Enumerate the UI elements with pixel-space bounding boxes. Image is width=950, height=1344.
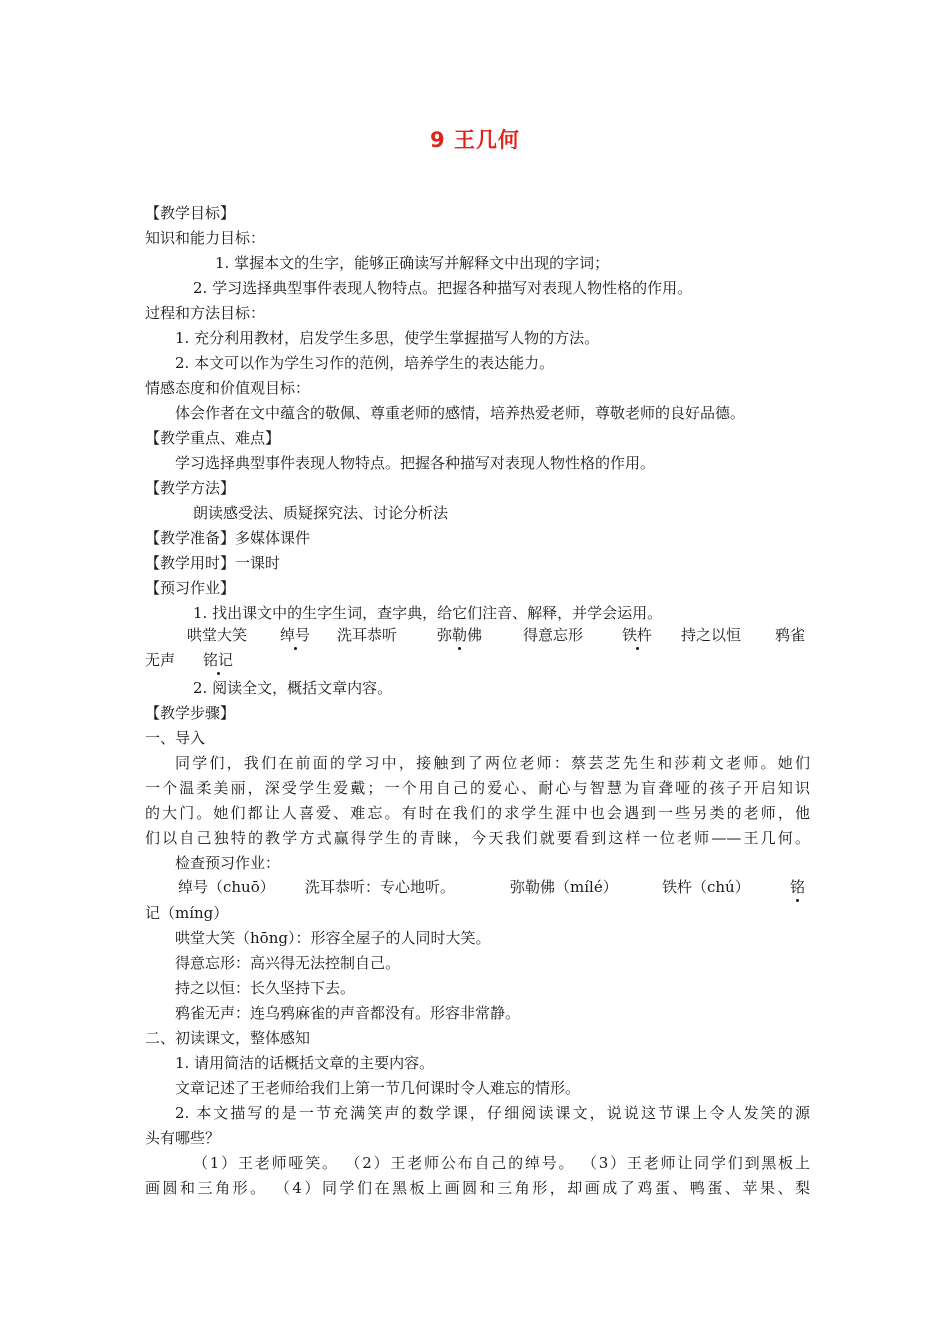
objective-item: 1. 充分利用教材，启发学生多思，使学生掌握描写人物的方法。 [175, 329, 600, 347]
methods-text: 朗读感受法、质疑探究法、讨论分析法 [193, 504, 449, 522]
vocab-word: 弥勒佛 [437, 626, 483, 644]
vocab-word: 得意忘形 [523, 626, 584, 644]
paragraph-line: 们以自己独特的教学方式赢得学生的青睐，今天我们就要看到这样一位老师——王几何。 [145, 829, 810, 847]
pinyin-entry: 记（míng） [145, 904, 229, 922]
paragraph-line: 一个温柔美丽，深受学生爱戴；一个用自己的爱心、耐心与智慧为盲聋哑的孩子开启知识 [145, 779, 810, 797]
subheading-knowledge: 知识和能力目标： [145, 229, 266, 247]
objective-item: 1. 掌握本文的生字，能够正确读写并解释文中出现的字词； [215, 254, 610, 272]
objective-item: 体会作者在文中蕴含的敬佩、尊重老师的感情，培养热爱老师，尊敬老师的良好品德。 [175, 404, 746, 422]
answer-list: （1）王老师哑笑。 （2）王老师公布自己的绰号。 （3）王老师让同学们到黑板上 [193, 1154, 810, 1172]
paragraph-line: 的大门。她们都让人喜爱、难忘。有时在我们的求学生涯中也会遇到一些另类的老师，他 [145, 804, 810, 822]
section-heading-preview: 【预习作业】 [145, 579, 236, 597]
question-item: 头有哪些？ [145, 1129, 221, 1147]
vocab-word: 哄堂大笑 [187, 626, 248, 644]
preview-item: 2. 阅读全文，概括文章内容。 [193, 679, 393, 697]
objective-item: 2. 学习选择典型事件表现人物特点。把握各种描写对表现人物性格的作用。 [193, 279, 693, 297]
objective-item: 2. 本文可以作为学生习作的范例，培养学生的表达能力。 [175, 354, 555, 372]
question-item: 2. 本文描写的是一节充满笑声的数学课，仔细阅读课文，说说这节课上令人发笑的源 [175, 1104, 810, 1122]
section-time: 【教学用时】一课时 [145, 554, 281, 572]
vocab-word: 鸦雀 [775, 626, 806, 644]
vocab-definition: 哄堂大笑（hōng）：形容全屋子的人同时大笑。 [175, 929, 491, 947]
pinyin-entry: 弥勒佛（mílé） [510, 878, 618, 896]
page-title: 9 王几何 [430, 128, 520, 152]
pinyin-entry: 铁杵（chú） [662, 878, 750, 896]
step-heading-reading: 二、初读课文，整体感知 [145, 1029, 311, 1047]
section-preparation: 【教学准备】多媒体课件 [145, 529, 311, 547]
answer-text: 文章记述了王老师给我们上第一节几何课时令人难忘的情形。 [175, 1079, 581, 1097]
preview-item: 1. 找出课文中的生字生词，查字典，给它们注音、解释，并学会运用。 [193, 604, 663, 622]
pinyin-entry: 铭 [790, 878, 806, 896]
vocab-word: 洗耳恭听 [337, 626, 398, 644]
answer-list: 画圆和三角形。 （4）同学们在黑板上画圆和三角形，却画成了鸡蛋、鸭蛋、苹果、梨 [145, 1179, 810, 1197]
vocab-word: 无声 [145, 651, 176, 669]
vocab-definition: 鸦雀无声：连乌鸦麻雀的声音都没有。形容非常静。 [175, 1004, 521, 1022]
vocab-word: 铁杵 [622, 626, 653, 644]
step-heading-intro: 一、导入 [145, 729, 206, 747]
subheading-emotion: 情感态度和价值观目标： [145, 379, 311, 397]
section-heading-key-points: 【教学重点、难点】 [145, 429, 281, 447]
paragraph-line: 同学们，我们在前面的学习中，接触到了两位老师：蔡芸芝先生和莎莉文老师。她们 [175, 754, 810, 772]
vocab-word: 持之以恒 [681, 626, 742, 644]
section-heading-methods: 【教学方法】 [145, 479, 236, 497]
pinyin-entry: 绰号（chuō） [178, 878, 275, 896]
question-item: 1. 请用简洁的话概括文章的主要内容。 [175, 1054, 435, 1072]
pinyin-entry: 洗耳恭听：专心地听。 [305, 878, 456, 896]
section-heading-objectives: 【教学目标】 [145, 204, 236, 222]
section-heading-steps: 【教学步骤】 [145, 704, 236, 722]
vocab-definition: 持之以恒：长久坚持下去。 [175, 979, 356, 997]
subheading-process: 过程和方法目标： [145, 304, 266, 322]
key-points-text: 学习选择典型事件表现人物特点。把握各种描写对表现人物性格的作用。 [175, 454, 656, 472]
vocab-word: 绰号 [280, 626, 311, 644]
vocab-word: 铭记 [203, 651, 234, 669]
vocab-definition: 得意忘形：高兴得无法控制自己。 [175, 954, 401, 972]
check-heading: 检查预习作业： [175, 854, 281, 872]
